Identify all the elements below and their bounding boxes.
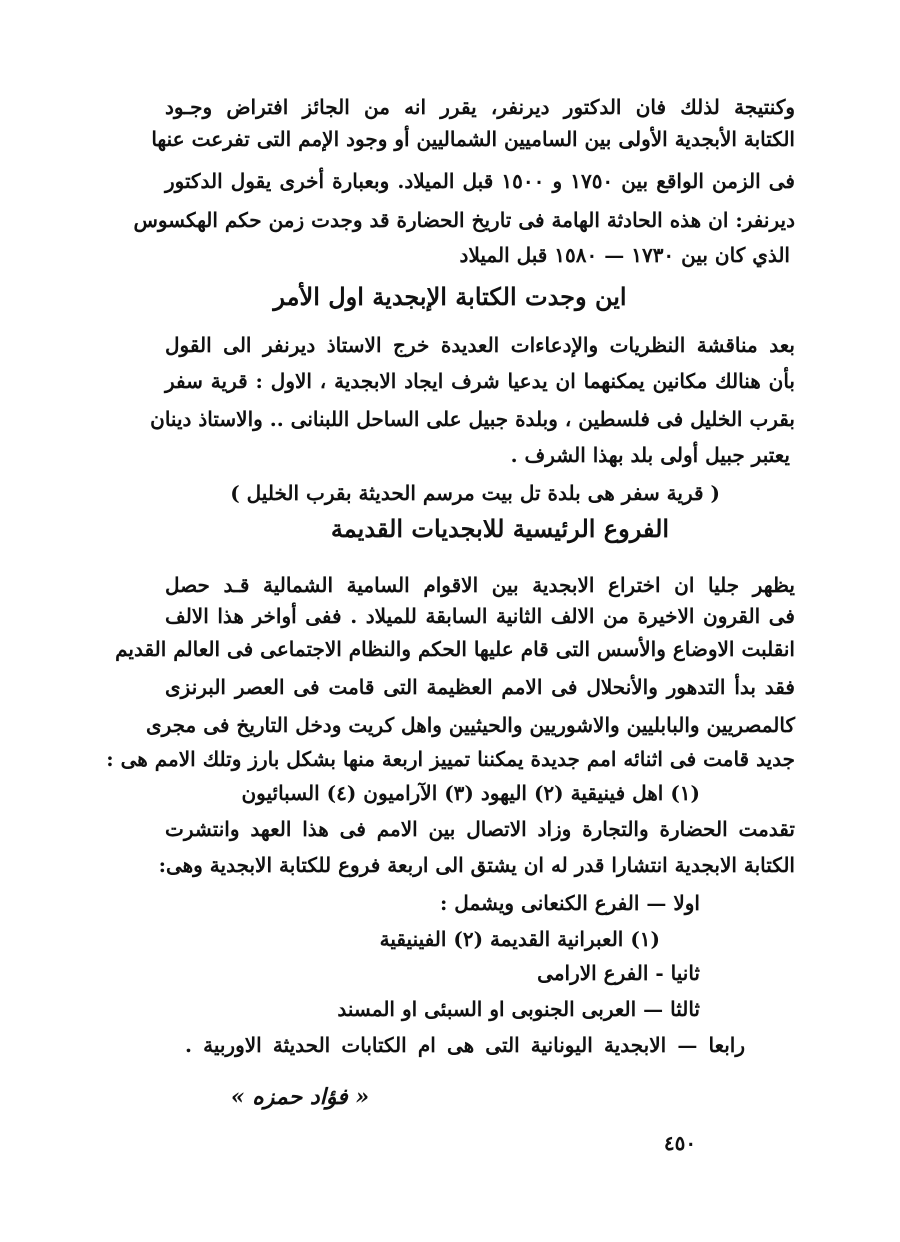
paragraph2-line: يعتبر جبيل أولى بلد بهذا الشرف . [510,443,790,467]
paragraph2-line: بقرب الخليل فى فلسطين ، وبلدة جبيل على الساحل اللبنانى .. والاستاذ دينان [150,407,795,431]
branch-subitem: (١) العبرانية القديمة (٢) الفينيقية [379,927,660,951]
branch-item: اولا — الفرع الكنعانى ويشمل : [439,891,700,915]
branch-item: ثانيا - الفرع الارامى [537,961,700,985]
paragraph1-line: فى الزمن الواقع بين ١٧٥٠ و ١٥٠٠ قبل الميلاد. وبعبارة أخرى يقول الدكتور [165,169,795,193]
section-heading: الفروع الرئيسية للابجديات القديمة [330,514,670,543]
parenthetical-note: ( قرية سفر هى بلدة تل بيت مرسم الحديثة بقرب الخليل ) [230,481,720,505]
paragraph1-line: الكتابة الأبجدية الأولى بين الساميين الشماليين أو وجود الإمم التى تفرعت عنها [151,127,795,151]
paragraph2-line: بعد مناقشة النظريات والإدعاءات العديدة خرج الاستاذ ديرنفر الى القول [165,333,795,357]
section-heading: اين وجدت الكتابة الإبجدية اول الأمر [273,282,627,311]
paragraph4-line: تقدمت الحضارة والتجارة وزاد الاتصال بين الامم فى هذا العهد وانتشرت [165,817,795,841]
branch-item: ثالثا — العربى الجنوبى او السبئى او المسند [337,997,700,1021]
paragraph3-line: فقد بدأ التدهور والأنحلال فى الامم العظيمة التى قامت فى العصر البرنزى [165,675,795,699]
nations-list: (١) اهل فينيقية (٢) اليهود (٣) الآراميون (٤) السبائيون [241,781,700,805]
branch-item: رابعا — الابجدية اليونانية التى هى ام الكتابات الحديثة الاوربية . [185,1033,745,1057]
paragraph1-line: وكنتيجة لذلك فان الدكتور ديرنفر، يقرر انه من الجائز افتراض وجـود [165,95,795,119]
paragraph1-line: الذي كان بين ١٧٣٠ — ١٥٨٠ قبل الميلاد [459,243,790,267]
paragraph3-line: فى القرون الاخيرة من الالف الثانية السابقة للميلاد . ففى أواخر هذا الالف [165,604,795,628]
paragraph3-line: جديد قامت فى اثنائه امم جديدة يمكننا تمييز اربعة منها بشكل بارز وتلك الامم هى : [106,747,795,771]
paragraph3-line: كالمصريين والبابليين والاشوريين والحيثيين واهل كريت ودخل التاريخ فى مجرى [145,713,795,737]
paragraph1-line: ديرنفر: ان هذه الحادثة الهامة فى تاريخ الحضارة قد وجدت زمن حكم الهكسوس [133,208,795,232]
paragraph2-line: بأن هنالك مكانين يمكنهما ان يدعيا شرف ايجاد الابجدية ، الاول : قرية سفر [165,369,795,393]
paragraph3-line: يظهر جليا ان اختراع الابجدية بين الاقوام السامية الشمالية قـد حصل [165,573,795,597]
paragraph3-line: انقلبت الاوضاع والأسس التى قام عليها الحكم والنظام الاجتماعى فى العالم القديم [115,637,795,661]
paragraph4-line: الكتابة الابجدية انتشارا قدر له ان يشتق الى اربعة فروع للكتابة الابجدية وهى: [158,853,795,877]
author-signature: « فؤاد حمزه » [230,1084,370,1110]
page-number: ٤٥٠ [663,1131,697,1155]
